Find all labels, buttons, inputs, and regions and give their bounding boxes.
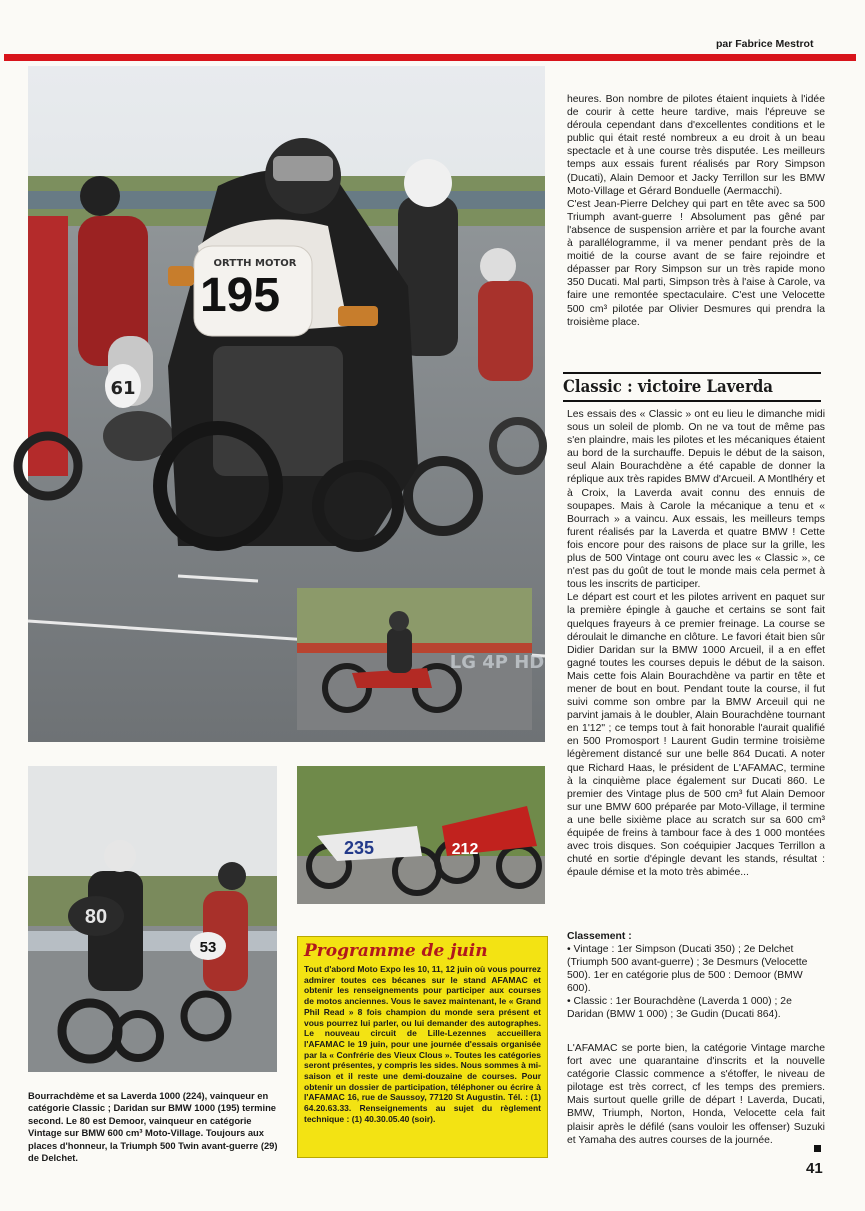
article-paragraph: heures. Bon nombre de pilotes étaient inquiets à l'idée de courir à cette heure tardive, mais l'épreuve se déroula cependant dans d'excellentes conditions et le public qui était resté nombreux a eu droit à un beau spectacle et à une course très disputée. Les meilleurs temps aux essais furent réalisés par Rory Simpson (Ducati), Alain Demoor et Jacky Terrillon sur les BMW Moto-Village et Gérard Bonduelle (Aermacchi).	[567, 94, 825, 197]
header-red-rule	[4, 54, 856, 61]
end-mark	[814, 1145, 821, 1152]
honda-number-1: 235	[343, 838, 375, 858]
byline: par Fabrice Mestrot	[716, 38, 814, 50]
main-bike-number: 195	[199, 269, 281, 322]
demoor-number: 80	[84, 906, 108, 928]
article-paragraph: C'est Jean-Pierre Delchey qui part en tête avec sa 500 Triumph avant-guerre ! Absolument pas gêné par l'absence de suspension arrière et par la fourche avant à parallélogramme, il va mener pendant près de la moitié de la course avant de se faire rejoindre et dépasser par Rory Simpson sur un très rapide mono 350 Ducati. Mal parti, Simpson très à l'aise à Carole, va faire une remontée spectaculaire. C'est une Velocette 500 cm³ pilotée par Olivier Desmures qui prendra la troisième place.	[567, 198, 825, 328]
fairing-text: ORTTH MOTOR	[213, 258, 297, 269]
article-paragraph: Les essais des « Classic » ont eu lieu le dimanche midi sous un soleil de plomb. On ne va tout de même pas s'en plaindre, mais les pilotes et les mécaniques étaient au bord de la surchauffe. Depuis le début de la saison, seul Alain Bourachdène a été capable de donner la réplique aux très rapides BMW d'Arcueil. A Montlhéry et à Croix, la Laverda avait connu des ennuis de soupapes. Mais à Carole la mécanique a tenu et « Bourrach » a vaincu. Aux essais, les meilleurs temps furent réalisés par la Laverda et quatre BMW ! Cette fois encore pour des raisons de place sur la grille, les plus de 500 Vintage ont couru avec les « Classic », ce n'est pas du goût de tout le monde mais cela permet à tous les inscrits de participer.	[567, 409, 825, 591]
honda-number-2: 212	[451, 841, 479, 858]
section-heading: Classic : victoire Laverda	[563, 372, 821, 402]
inset-photo	[297, 588, 545, 730]
demoor-photo	[28, 766, 277, 1072]
programme-box	[297, 936, 548, 1158]
programme-title: Programme de juin	[304, 941, 488, 961]
article-column-top	[567, 93, 825, 329]
side-bike-number: 61	[110, 378, 136, 399]
delchet-number: 53	[199, 939, 217, 956]
watermark: LG 4P HD	[449, 652, 545, 673]
article-paragraph: Le départ est court et les pilotes arrivent en paquet sur la première épingle à gauche et certains se sont fait quelques frayeurs à ce premier freinage. La course se déroulait le dimanche en clôture. Le favori était bien sûr Didier Daridan sur la BMW 1000 Arcueil, il a en effet gagné toutes les courses depuis le début de la saison. Mais cette fois Alain Bourachdène va partir en tête et mener de bout en bout. Pendant toute la course, il fut suivi comme son ombre par la BMW Arceuil qui ne parvint jamais à le doubler, Alain Bourachdène tournant en 1'12" ; ce temps tout à fait honorable l'aurait qualifié en 500 Promosport ! Laurent Gudin termine troisième légèrement distancé sur une belle 864 Ducati. A noter que Richard Haas, le président de L'AFAMAC, termine à la cinquième place également sur Ducati 860. Le premier des Vintage plus de 500 cm³ fut Alain Demoor sur une BMW 600 préparée par Moto-Village, il termine a une belle sixième place au scratch sur sa 600 cm³ équipée de freins à tambour face à des 1 000 montées avec trois disques. Son coéquipier Jacques Terrillon a chuté en sortie d'épingle devant les stands, résultat : épaule démise et la moto très abimée...	[567, 592, 825, 879]
closing-paragraph: L'AFAMAC se porte bien, la catégorie Vintage marche fort avec une quarantaine d'inscrits et la nouvelle catégorie Classic commence a s'étoffer, le niveau de pilotage est très correct, cf les temps des premiers. Mais surtout quelle grille de départ ! Laverda, Ducati, BMW, Triumph, Norton, Honda, Velocette cela fait plaisir après le défilé (sans vouloir les offenser) Suzuki et Yamaha des autres courses de la journée.	[567, 1043, 825, 1146]
photo-caption: Bourrachdème et sa Laverda 1000 (224), vainqueur en catégorie Classic ; Daridan sur BMW 1000 (195) termine second. Le 80 est Demoor, vainqueur en catégorie Vintage sur BMW 600 cm³ Moto-Village. Toujours aux places d'honneur, la Triumph 500 Twin avant-guerre (29) de Delchet.	[28, 1090, 278, 1164]
page-number: 41	[806, 1160, 823, 1177]
article-column-classic	[567, 408, 825, 879]
honda-photo	[297, 766, 545, 904]
programme-text: Tout d'abord Moto Expo les 10, 11, 12 juin où vous pourrez admirer toutes ces bécanes sur le stand AFAMAC et obtenir les renseignements pour participer aux courses de motos anciennes. Vous le savez maintenant, le « Grand Phil Read » 8 fois champion du monde sera présent et vous pourrez lui parler, ou lui demander des autographes. Le nouveau circuit de Lille-Lezennes accueillera l'AFAMAC le 19 juin, pour une journée d'essais organisée par la « Confrérie des Vieux Clous ». Toutes les catégories seront présentes, y compris les sides. Nous sommes à mi-saison et il reste une demi-douzaine de courses. Pour obtenir un dossier de participation, téléphoner ou écrire à l'AFAMAC 16, rue de Saussoy, 77120 St Augustin. Tél. : (1) 64.20.63.33. Renseignements au sujet du règlement technique : (1) 40.30.05.40 (soir).	[304, 964, 541, 1124]
results-vintage: • Vintage : 1er Simpson (Ducati 350) ; 2e Delchet (Triumph 500 avant-guerre) ; 3e Desmurs (Velocette 500). 1er en catégorie plus de 500 : Demoor (BMW 600).	[567, 944, 808, 994]
results-block	[567, 930, 825, 1021]
results-classic: • Classic : 1er Bourachdène (Laverda 1 000) ; 2e Daridan (BMW 1 000) ; 3e Gudin (Ducati 864).	[567, 996, 792, 1020]
results-label: Classement :	[567, 931, 632, 942]
